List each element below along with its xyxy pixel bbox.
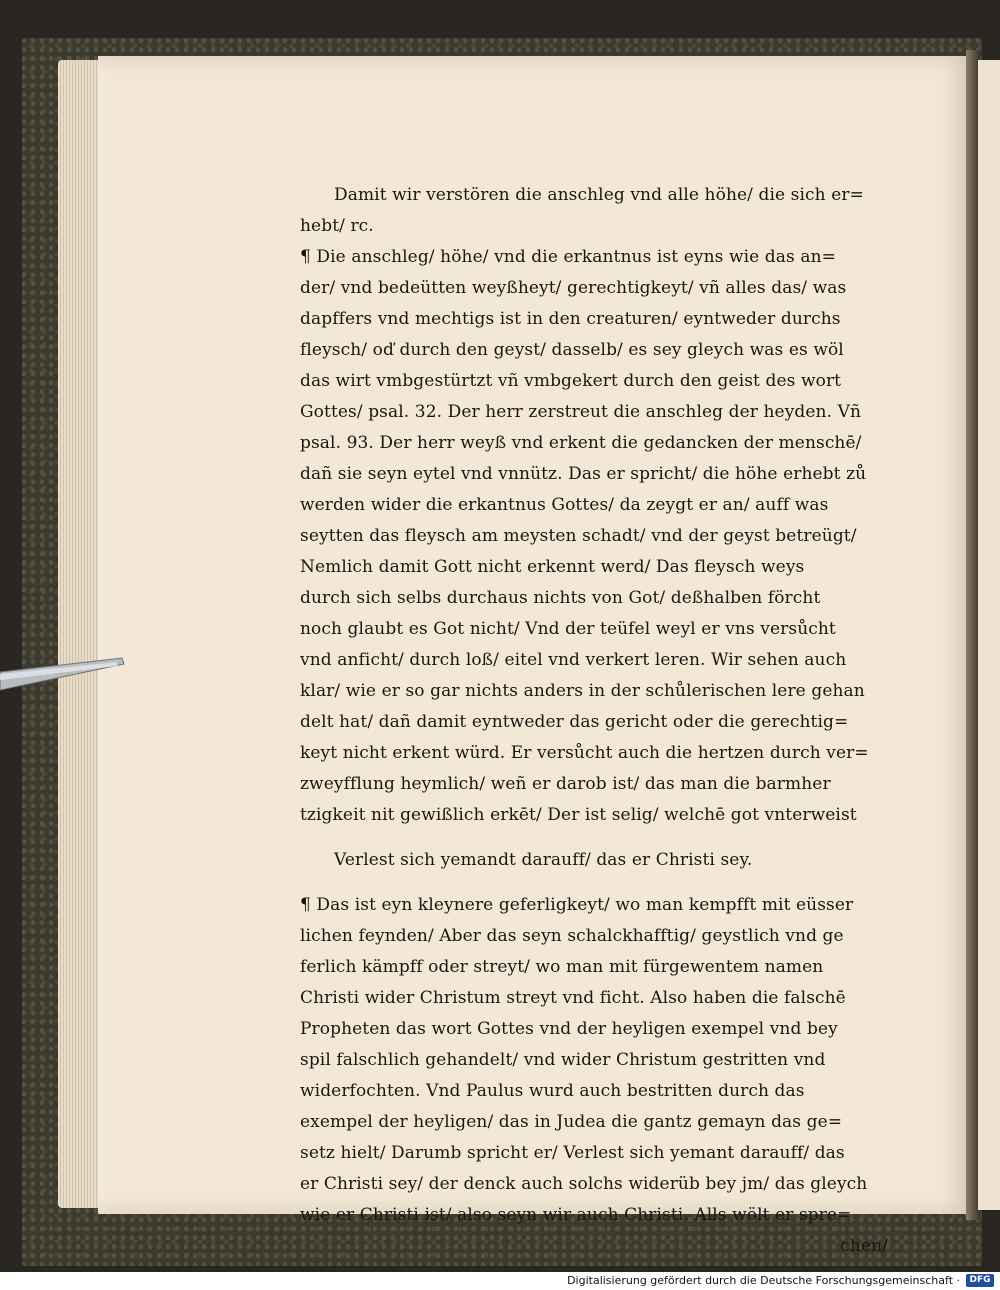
text-line: zweyfflung heymlich/ weñ er darob ist/ das man die barmher [300, 774, 831, 794]
text-line: seytten das fleysch am meysten schadt/ vnd der geyst betreügt/ [300, 526, 857, 546]
text-line: keyt nicht erkent würd. Er versůcht auch die hertzen durch ver= [300, 743, 869, 763]
text-line: der/ vnd bedeütten weyßheyt/ gerechtigkeyt/ vñ alles das/ was [300, 278, 847, 298]
text-line: wie er Christi ist/ also seyn wir auch Christi. Alls wölt er spre= [300, 1205, 852, 1225]
section-heading: Verlest sich yemandt darauff/ das er Christi sey. [334, 850, 753, 870]
page-text [300, 180, 900, 1262]
text-line: delt hat/ dañ damit eyntweder das gericht oder die gerechtig= [300, 712, 849, 732]
text-line: setz hielt/ Darumb spricht er/ Verlest sich yemant darauff/ das [300, 1143, 845, 1163]
paragraph-1 [300, 242, 900, 831]
text-line: lichen feynden/ Aber das seyn schalckhafftig/ geystlich vnd ge [300, 926, 844, 946]
next-page-edge [978, 60, 1000, 1210]
text-line: fleysch/ oď durch den geyst/ dasselb/ es sey gleych was es wöl [300, 340, 844, 360]
text-line: klar/ wie er so gar nichts anders in der schůlerischen lere gehan [300, 681, 865, 701]
spacer [300, 831, 900, 845]
spacer [300, 876, 900, 890]
slider-icon [0, 650, 128, 694]
text-line-catchword: chen/ [840, 1236, 888, 1256]
text-line: spil falschlich gehandelt/ vnd wider Christum gestritten vnd [300, 1050, 826, 1070]
text-line: Nemlich damit Gott nicht erkennt werd/ Das fleysch weys [300, 557, 805, 577]
text-line: psal. 93. Der herr weyß vnd erkent die gedancken der menschē/ [300, 433, 862, 453]
heading-line: Damit wir verstören die anschleg vnd alle höhe/ die sich er= [334, 185, 864, 205]
text-line: Christi wider Christum streyt vnd ficht. Also haben die falschē [300, 988, 846, 1008]
dfg-logo: DFG [966, 1274, 994, 1287]
text-line: durch sich selbs durchaus nichts von Got/ deßhalben förcht [300, 588, 821, 608]
heading-line-continued: hebt/ rc. [300, 216, 374, 236]
text-line: tzigkeit nit gewißlich erkēt/ Der ist selig/ welchē got vnterweist [300, 805, 857, 825]
page-weight-slider [0, 650, 128, 694]
text-line: vnd anficht/ durch loß/ eitel vnd verkert leren. Wir sehen auch [300, 650, 847, 670]
text-line: ¶ Die anschleg/ höhe/ vnd die erkantnus ist eyns wie das an= [300, 247, 836, 267]
text-line: widerfochten. Vnd Paulus wurd auch bestritten durch das [300, 1081, 805, 1101]
text-line: Propheten das wort Gottes vnd der heyligen exempel vnd bey [300, 1019, 838, 1039]
text-line: werden wider die erkantnus Gottes/ da zeygt er an/ auff was [300, 495, 829, 515]
paragraph-2 [300, 890, 900, 1262]
text-line: exempel der heyligen/ das in Judea die gantz gemayn das ge= [300, 1112, 843, 1132]
text-line: ¶ Das ist eyn kleynere geferligkeyt/ wo man kempfft mit eüsser [300, 895, 854, 915]
text-line: ferlich kämpff oder streyt/ wo man mit fürgewentem namen [300, 957, 824, 977]
text-line: er Christi sey/ der denck auch solchs widerüb bey jm/ das gleych [300, 1174, 868, 1194]
text-line: Gottes/ psal. 32. Der herr zerstreut die anschleg der heyden. Vñ [300, 402, 862, 422]
footer [0, 1272, 1000, 1290]
text-line: das wirt vmbgestürtzt vñ vmbgekert durch den geist des wort [300, 371, 842, 391]
text-line: dañ sie seyn eytel vnd vnnütz. Das er spricht/ die höhe erhebt zů [300, 464, 867, 484]
text-line: dapffers vnd mechtigs ist in den creaturen/ eyntweder durchs [300, 309, 841, 329]
footer-credit: Digitalisierung gefördert durch die Deutsche Forschungsgemeinschaft · [567, 1274, 960, 1287]
text-line: noch glaubt es Got nicht/ Vnd der teüfel weyl er vns versůcht [300, 619, 836, 639]
